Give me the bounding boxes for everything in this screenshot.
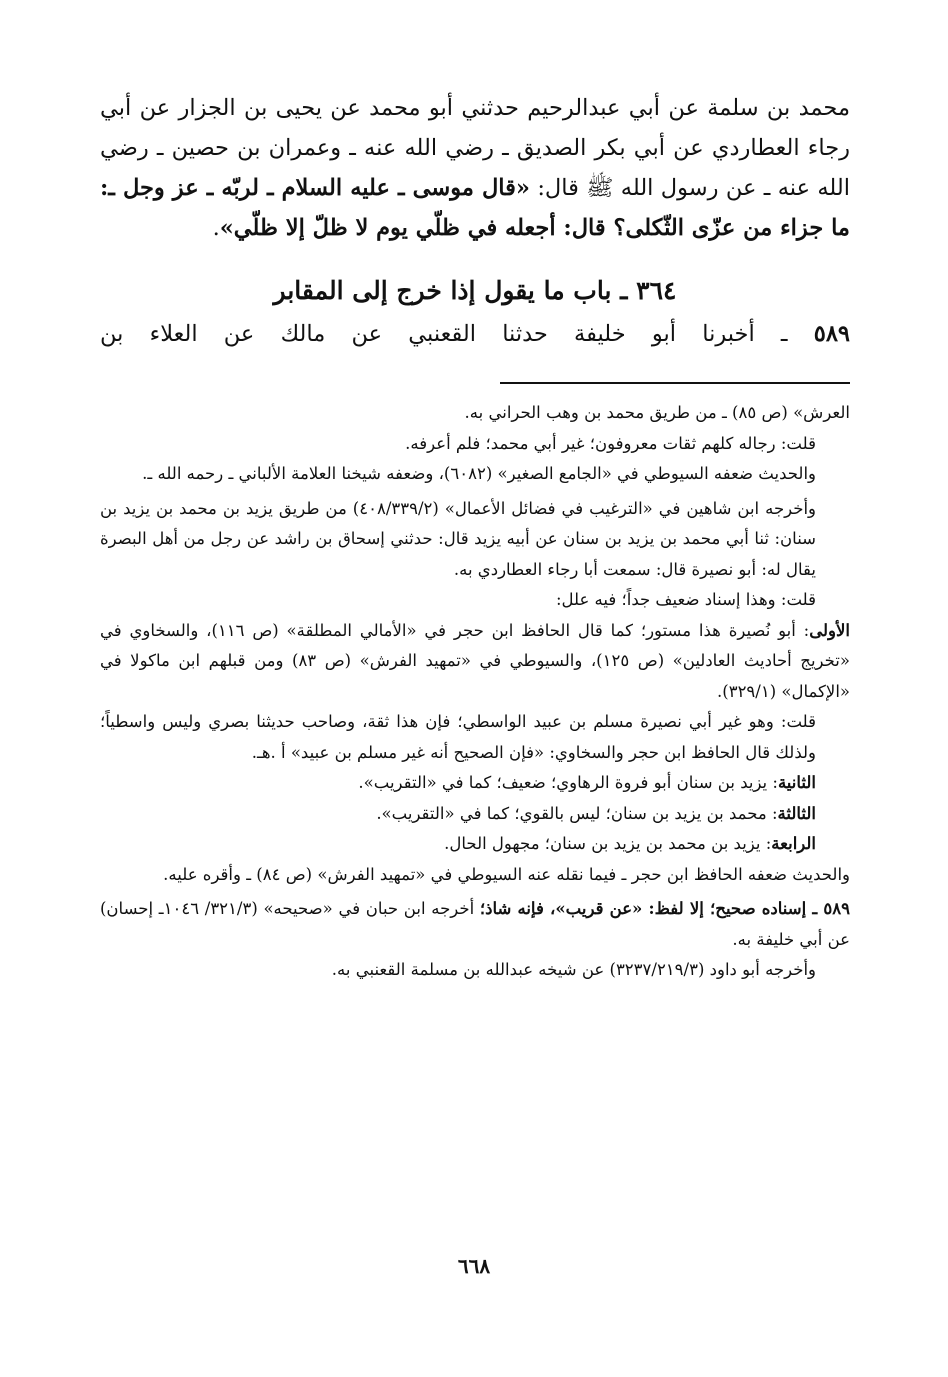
hadith-589-start	[100, 314, 850, 354]
hadith-number: ٥٨٩	[813, 321, 850, 347]
footnotes	[100, 398, 850, 986]
footnote-text: : يزيد بن محمد بن يزيد بن سنان؛ مجهول الحال.	[444, 834, 772, 853]
footnote-line: قلت: رجاله كلهم ثقات معروفون؛ غير أبي محمد؛ فلم أعرفه.	[405, 433, 816, 453]
main-text	[100, 88, 850, 248]
footnote-lead: الأولى	[809, 620, 850, 640]
period: .	[212, 215, 220, 241]
hadith-continuation-paragraph	[100, 88, 850, 248]
footnote-text: : أبو نُصيرة هذا مستور؛ كما قال الحافظ ابن حجر في «الأمالي المطلقة» (ص ١١٦)، والسخاوي في «تخريج أحاديث العادلين» (ص ١٢٥)، والسيوطي في «تمهيد الفرش» (ص ٨٣) ومن قبلهم ابن ماكولا في «الإكمال» (٣٢٩/١).	[100, 620, 850, 701]
footnote-line: وأخرجه أبو داود (٣٢٣٧/٢١٩/٣) عن شيخه عبدالله بن مسلمة القعنبي به.	[331, 960, 816, 979]
footnote-line	[100, 894, 850, 955]
footnote-text: : يزيد بن سنان أبو فروة الرهاوي؛ ضعيف؛ كما في «التقريب».	[358, 773, 778, 792]
book-page	[100, 88, 850, 986]
page-number: ٦٦٨	[457, 1254, 491, 1278]
hadith-matn: «قال موسى ـ عليه السلام ـ لربّه ـ عز وجل ـ: ما جزاء من عزّى الثّكلى؟ قال: أجعله في ظلّي يوم لا ظلّ إلا ظلّي»	[100, 175, 850, 241]
footnote-lead: ٥٨٩ ـ إسناده صحيح؛ إلا لفظ: «عن قريب»، فإنه شاذ؛	[479, 899, 850, 918]
footnote-separator	[500, 382, 850, 384]
footnote-line	[100, 829, 850, 860]
footnote-line	[100, 799, 850, 830]
footnote-lead: الثالثة	[777, 803, 816, 823]
footnote-line: والحديث ضعفه السيوطي في «الجامع الصغير» (٦٠٨٢)، وضعفه شيخنا العلامة الألباني ـ رحمه الله ـ.	[142, 464, 816, 483]
footnote-line	[100, 616, 850, 708]
footnote-line: قلت: وهذا إسناد ضعيف جداً؛ فيه علل:	[555, 590, 816, 609]
isnad-text: محمد بن سلمة عن أبي عبدالرحيم حدثني أبو محمد عن يحيى بن الجزار عن أبي رجاء العطاردي عن أبي بكر الصديق ـ رضي الله عنه ـ وعمران بن حصين ـ رضي الله عنه ـ عن رسول الله ﷺ قال:	[100, 95, 850, 201]
footnote-line: العرش» (ص ٨٥) ـ من طريق محمد بن وهب الحراني به.	[464, 403, 850, 422]
footnote-line: والحديث ضعفه الحافظ ابن حجر ـ فيما نقله عنه السيوطي في «تمهيد الفرش» (ص ٨٤) ـ وأقره عليه.	[163, 864, 850, 884]
chapter-title: ٣٦٤ ـ باب ما يقول إذا خرج إلى المقابر	[273, 276, 677, 305]
footnote-line: وأخرجه ابن شاهين في «الترغيب في فضائل الأعمال» (٤٠٨/٣٣٩/٢) من طريق يزيد بن محمد بن يزيد بن سنان: ثنا أبي محمد بن يزيد بن سنان عن أبيه يزيد قال: حدثني إسحاق بن راشد عن رجل من أهل البصرة يقال له: أبو نصيرة قال: سمعت أبا رجاء العطاردي به.	[100, 498, 816, 579]
footnote-line	[100, 768, 850, 799]
footnote-line: قلت: وهو غير أبي نصيرة مسلم بن عبيد الواسطي؛ فإن هذا ثقة، وصاحب حديثنا بصري وليس واسطياً؛ ولذلك قال الحافظ ابن حجر والسخاوي: «فإن الصحيح أنه غير مسلم بن عبيد» أ .هـ.	[100, 712, 816, 762]
footnote-text: : محمد بن يزيد بن سنان؛ ليس بالقوي؛ كما في «التقريب».	[376, 803, 778, 823]
footnote-lead: الرابعة	[771, 834, 816, 853]
footnote-text: أخرجه ابن حبان في «صحيحه» (٣٢١/٣/ ١٠٤٦ـ إحسان) عن أبي خليفة به.	[100, 899, 850, 949]
hadith-589-text: ـ أخبرنا أبو خليفة حدثنا القعنبي عن مالك عن العلاء بن	[100, 321, 814, 347]
footnote-lead: الثانية	[777, 773, 816, 792]
